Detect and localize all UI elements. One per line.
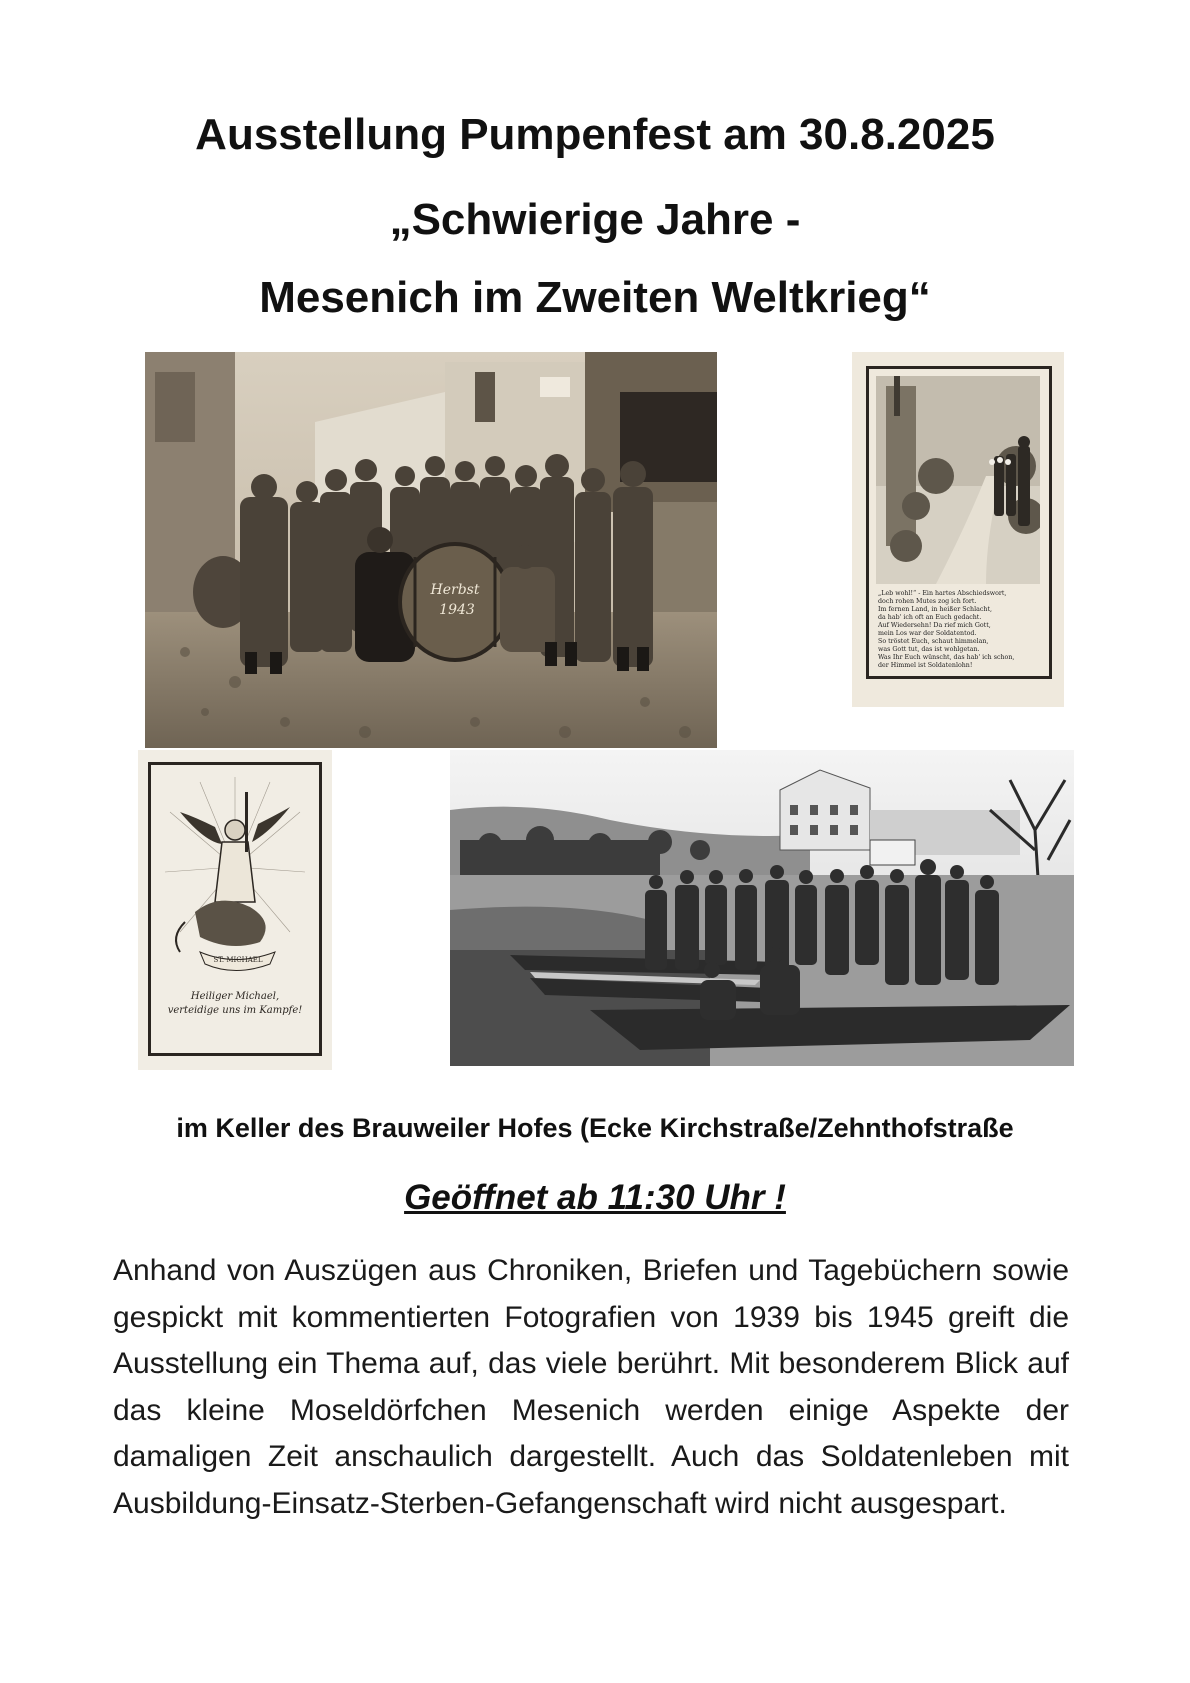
title-line-1: Ausstellung Pumpenfest am 30.8.2025 — [195, 110, 995, 159]
opening-time: Geöffnet ab 11:30 Uhr ! — [404, 1178, 786, 1217]
caption-line-1: Heiliger Michael, — [190, 991, 280, 1002]
barrel-label-line2: 1943 — [439, 602, 475, 618]
banner-text: ST. MICHAEL — [213, 956, 263, 964]
group-photo — [145, 352, 717, 748]
michael-caption — [138, 990, 332, 1018]
location-text: im Keller des Brauweiler Hofes (Ecke Kirchstraße/Zehnthofstraße — [176, 1113, 1014, 1143]
barrel-label-line1: Herbst — [430, 582, 480, 598]
title-line-2: „Schwierige Jahre - — [389, 195, 801, 244]
memorial-card-michael — [138, 750, 332, 1070]
title-line-3: Mesenich im Zweiten Weltkrieg“ — [259, 273, 931, 322]
description-text: Anhand von Auszügen aus Chroniken, Briefen und Tagebüchern sowie gespickt mit kommentierten Fotografien von 1939 bis 1945 greift die Ausstellung ein Thema auf, das viele berührt. Mit besonderem Blick auf das kleine Moseldörfchen Mesenich werden einige Aspekte der damaligen Zeit anschaulich dargestellt. Auch das Soldatenleben mit Ausbildung-Einsatz-Sterben-Gefangenschaft wird nicht ausgespart. — [113, 1254, 1069, 1520]
boats-photo — [450, 750, 1074, 1066]
poem-text: „Leb wohl!“ - Ein hartes Abschiedswort, doch rohen Mutes zog ich fort. Im fernen Land, in heißer Schlacht, da hab' ich oft an Euch gedacht. Auf Wiedersehn! Da rief mich Gott, mein Los war der Soldatentod. So tröstet Euch, schaut himmelan, was Gott tut, das ist wohlgetan. Was Ihr Euch wünscht, das hab' ich schon, der Himmel ist Soldatenlohn! — [878, 590, 1015, 669]
memorial-card-poem — [852, 352, 1064, 707]
caption-line-2: verteidige uns im Kampfe! — [167, 1005, 303, 1016]
